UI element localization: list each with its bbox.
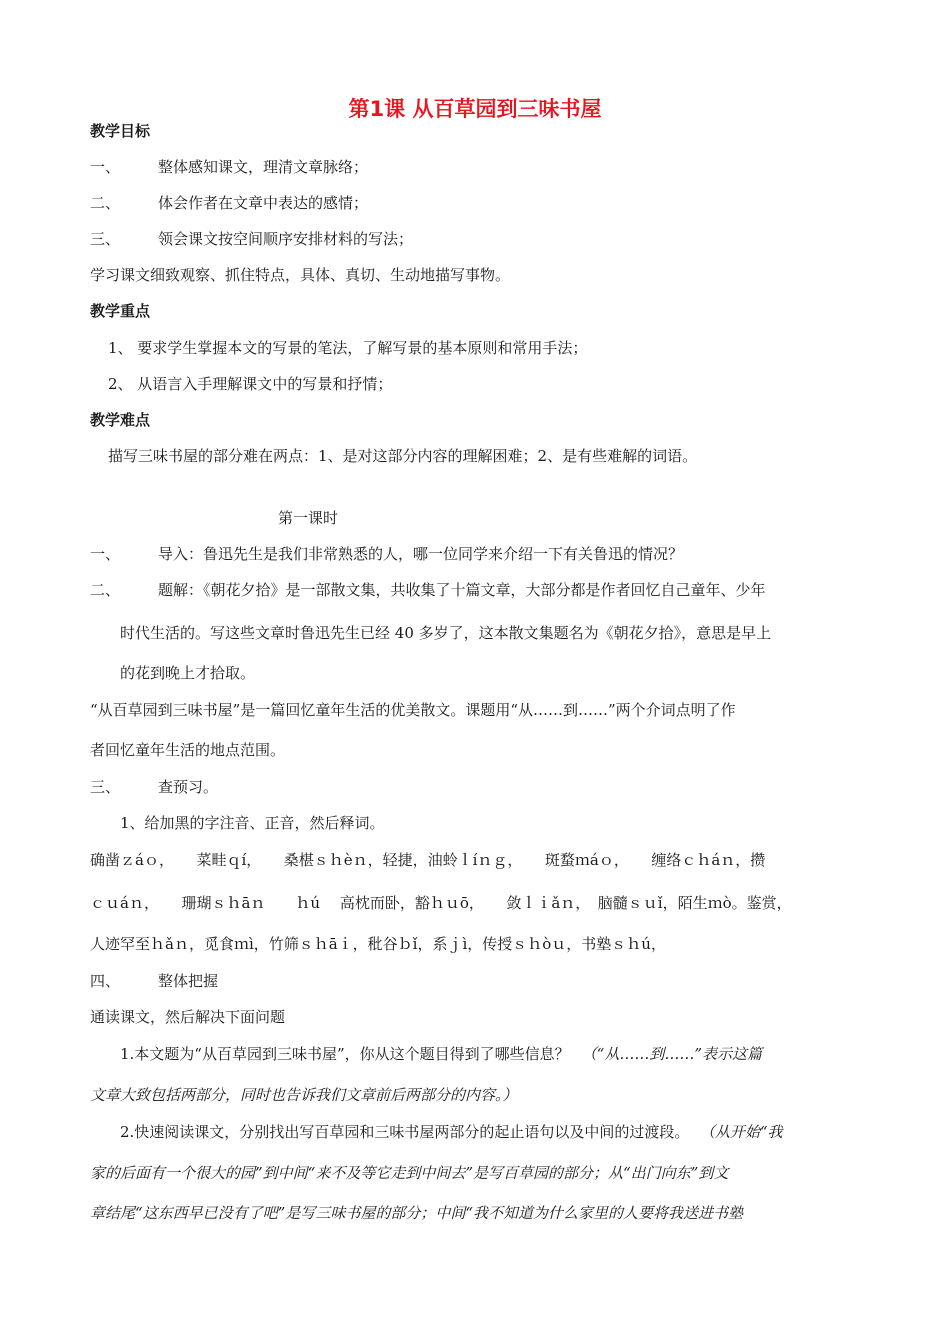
goal-item-3-text: 领会课文按空间顺序安排材料的写法； bbox=[158, 230, 414, 248]
goal-item-2-text: 体会作者在文章中表达的感情； bbox=[158, 194, 369, 212]
question-1-text: 1.本文题为“从百草园到三味书屋”，你从这个题目得到了哪些信息？ bbox=[120, 1045, 570, 1063]
section-3-num: 三、 bbox=[90, 778, 121, 796]
vocab-line-1: 确凿ｚáｏ， 菜畦ｑí， 桑椹ｓｈèｎ，轻捷，油蛉ｌíｎｇ， 斑蝥ｍáｏ， 缠络ｃｈáｎ，攒 bbox=[90, 851, 766, 869]
question-1-line-2: 文章大致包括两部分，同时也告诉我们文章前后两部分的内容。） bbox=[90, 1086, 518, 1104]
section-2-num: 二、 bbox=[90, 581, 121, 599]
section-1-num: 一、 bbox=[90, 545, 121, 563]
goal-item-2 bbox=[90, 193, 368, 213]
reading-instruction: 通读课文，然后解决下面问题 bbox=[90, 1008, 286, 1026]
question-2-line-3: 章结尾“这东西早已没有了吧”是写三味书屋的部分；中间“我不知道为什么家里的人要将我送进书塾 bbox=[90, 1204, 744, 1222]
key-point-2: 2、 从语言入手理解课文中的写景和抒情； bbox=[108, 375, 393, 393]
question-2-answer-start: （从开始“我 bbox=[707, 1123, 783, 1141]
page-title: 第1课 从百草园到三味书屋 bbox=[348, 97, 602, 121]
goal-item-1 bbox=[90, 157, 368, 177]
lesson-label: 第一课时 bbox=[278, 509, 339, 527]
goals-extra: 学习课文细致观察、抓住特点，具体、真切、生动地描写事物。 bbox=[90, 266, 511, 284]
vocab-line-2: ｃｕáｎ， 珊瑚ｓｈāｎ ｈú 高枕而卧，豁ｈｕō， 敛ｌｉǎｎ， 脑髓ｓｕǐ，陌生ｍò。鉴赏， bbox=[90, 894, 792, 912]
question-1-line-1 bbox=[120, 1044, 762, 1064]
goal-item-3-num: 三、 bbox=[90, 230, 121, 248]
section-2-line-1: 题解：《朝花夕拾》是一部散文集，共收集了十篇文章，大部分都是作者回忆自己童年、少年 bbox=[158, 581, 766, 599]
goals-heading: 教学目标 bbox=[90, 122, 151, 140]
section-1 bbox=[90, 544, 683, 564]
question-1-answer-start: （“从……到……”表示这篇 bbox=[581, 1045, 762, 1063]
question-2-line-1 bbox=[120, 1122, 783, 1142]
section-4 bbox=[90, 971, 218, 991]
section-2-line-2: 时代生活的。写这些文章时鲁迅先生已经 40 多岁了，这本散文集题名为《朝花夕拾》，意思是早上 bbox=[120, 624, 772, 642]
goal-item-1-text: 整体感知课文，理清文章脉络； bbox=[158, 158, 369, 176]
question-2-line-2: 家的后面有一个很大的园”到中间“来不及等它走到中间去”是写百草园的部分；从“出门向东”到文 bbox=[90, 1164, 729, 1182]
section-1-text: 导入：鲁迅先生是我们非常熟悉的人，哪一位同学来介绍一下有关鲁迅的情况？ bbox=[158, 545, 684, 563]
section-2-line-3: 的花到晚上才拾取。 bbox=[120, 664, 256, 682]
goal-item-1-num: 一、 bbox=[90, 158, 121, 176]
key-point-1: 1、 要求学生掌握本文的写景的笔法，了解写景的基本原则和常用手法； bbox=[108, 339, 588, 357]
section-3-text: 查预习。 bbox=[158, 778, 219, 796]
key-points-heading: 教学重点 bbox=[90, 302, 151, 320]
intro-paragraph-line-1: “从百草园到三味书屋”是一篇回忆童年生活的优美散文。课题用“从……到……”两个介词点明了作 bbox=[90, 701, 736, 719]
section-3 bbox=[90, 777, 218, 797]
difficulty-heading: 教学难点 bbox=[90, 411, 151, 429]
section-2 bbox=[90, 580, 766, 600]
section-4-text: 整体把握 bbox=[158, 972, 219, 990]
goal-item-3 bbox=[90, 229, 413, 249]
intro-paragraph-line-2: 者回忆童年生活的地点范围。 bbox=[90, 741, 286, 759]
question-2-text: 2.快速阅读课文，分别找出写百草园和三味书屋两部分的起止语句以及中间的过渡段。 bbox=[120, 1123, 690, 1141]
section-4-num: 四、 bbox=[90, 972, 121, 990]
difficulty-text: 描写三味书屋的部分难在两点：1、是对这部分内容的理解困难；2、是有些难解的词语。 bbox=[108, 447, 698, 465]
section-3-sub: 1、给加黑的字注音、正音，然后释词。 bbox=[120, 814, 385, 832]
goal-item-2-num: 二、 bbox=[90, 194, 121, 212]
vocab-line-3: 人迹罕至ｈǎｎ，觅食ｍì，竹筛ｓｈāｉ，秕谷ｂǐ，系ｊì，传授ｓｈòｕ，书塾ｓｈú， bbox=[90, 935, 666, 953]
